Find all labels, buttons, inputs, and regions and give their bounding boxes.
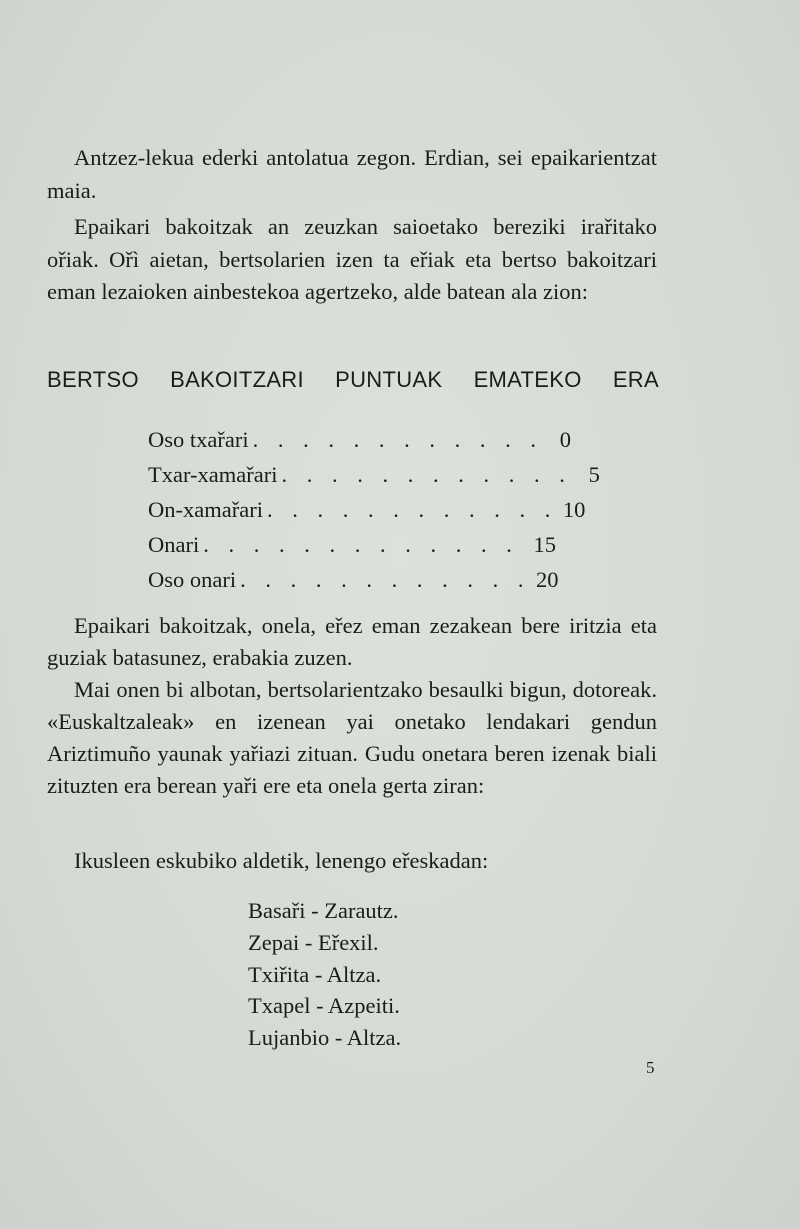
heading-word: PUNTUAK: [335, 367, 443, 392]
score-row: [148, 492, 586, 527]
list-item: Txiřita - Altza.: [248, 961, 382, 987]
score-row: [148, 457, 600, 492]
paragraph-chairs: Mai onen bi albotan, bertsolarientzako besaulki bigun, dotoreak. «Euskaltzaleak» en izenean yai onetako lendakari gendun Ariztimuño yaunak yařiazi zituan. Gudu onetara beren izenak biali zituzten era berean yaři ere eta onela gerta ziran:: [47, 677, 657, 798]
list-item: Txapel - Azpeiti.: [248, 993, 400, 1019]
dot-leader: . . . . . . . . . . . .: [252, 427, 543, 452]
heading-word: EMATEKO: [473, 367, 582, 392]
score-row: [148, 527, 556, 562]
score-value: 20: [536, 567, 559, 592]
dot-leader: . . . . . . . . . . . .: [266, 497, 558, 522]
heading-word: BAKOITZARI: [170, 367, 304, 392]
dot-leader: . . . . . . . . . . . .: [281, 462, 572, 487]
score-row: [148, 422, 571, 457]
score-label: Oso txařari: [148, 427, 249, 452]
dot-leader: . . . . . . . . . . . . .: [203, 532, 519, 557]
bertsolari-list: [248, 895, 401, 1054]
score-value: 15: [533, 532, 556, 557]
score-table: [148, 422, 600, 597]
score-value: 10: [562, 497, 586, 522]
score-label: Onari: [148, 532, 200, 557]
list-item: Basaři - Zarautz.: [248, 898, 399, 923]
paragraph-first-row: Ikusleen eskubiko aldetik, lenengo eřeskadan:: [74, 848, 489, 873]
list-item: Zepai - Eřexil.: [248, 929, 379, 955]
dot-leader: . . . . . . . . . . . .: [240, 567, 531, 592]
paragraph-judges-sheets: Epaikari bakoitzak an zeuzkan saioetako bereziki irařitako ořiak. Ořì aietan, bertsolarien izen ta eřiak eta bertso bakoitzari eman lezaioken ainbestekoa agertzeko, alde batean ala zion:: [47, 214, 657, 304]
score-label: On-xamařari: [148, 497, 263, 522]
score-value: 0: [559, 427, 571, 452]
score-value: 5: [588, 462, 600, 487]
score-row: [148, 562, 559, 597]
judges-paragraph-block: [47, 211, 657, 309]
heading-word: ERA: [612, 367, 659, 392]
page-number: 5: [646, 1058, 655, 1077]
audience-paragraph: [47, 845, 657, 877]
intro-paragraph: [47, 142, 657, 207]
paragraph-stage: Antzez-lekua ederki antolatua zegon. Erdian, sei epaikarientzat maia.: [47, 145, 657, 203]
paragraph-judges-vote: Epaikari bakoitzak, onela, eřez eman zezakean bere iritzia eta guziak batasunez, erabakia zuzen.: [47, 613, 657, 670]
score-label: Oso onari: [148, 567, 237, 592]
judges-decision-block: [47, 610, 657, 802]
scoring-heading: [47, 364, 659, 396]
score-label: Txar-xamařari: [148, 462, 278, 487]
list-item: Lujanbio - Altza.: [248, 1025, 402, 1051]
heading-word: BERTSO: [47, 367, 139, 392]
